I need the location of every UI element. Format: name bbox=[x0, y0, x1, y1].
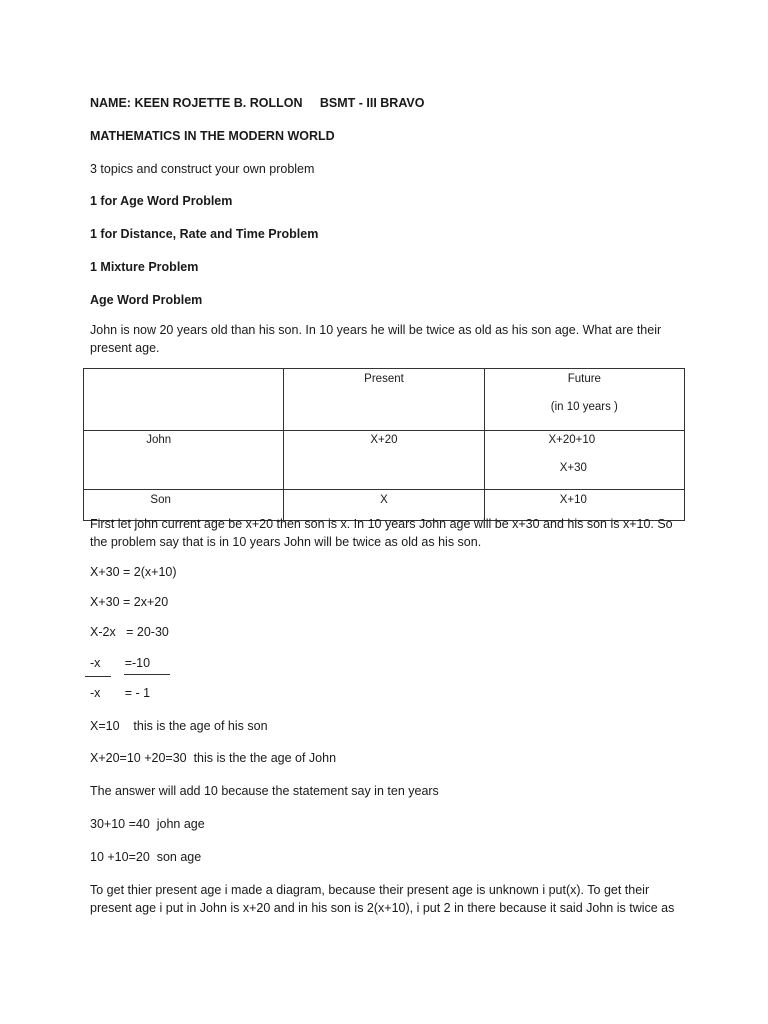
step-line: 10 +10=20 son age bbox=[90, 850, 202, 864]
age-table bbox=[83, 368, 685, 521]
step-line: -x = - 1 bbox=[90, 686, 151, 700]
table-row bbox=[84, 369, 685, 431]
subject-title: MATHEMATICS IN THE MODERN WORLD bbox=[90, 129, 335, 143]
table-header-empty bbox=[84, 369, 284, 431]
name-line: NAME: KEEN ROJETTE B. ROLLON BSMT - III BRAVO bbox=[90, 96, 425, 110]
john-future-cell: X+20+10 X+30 bbox=[484, 431, 684, 490]
division-line bbox=[85, 676, 111, 677]
table-row bbox=[84, 431, 685, 490]
step-line: 30+10 =40 john age bbox=[90, 817, 205, 831]
son-present-cell: X bbox=[284, 490, 484, 521]
closing-paragraph: To get thier present age i made a diagram, because their present age is unknown i put(x). To get their present age i put in John is x+20 and in his son is 2(x+10), i put 2 in there because it said John is twice as bbox=[90, 883, 675, 915]
table-header-future: Future (in 10 years ) bbox=[484, 369, 684, 431]
problem-statement: John is now 20 years old than his son. In 10 years he will be twice as old as his son age. What are their present age. bbox=[90, 323, 662, 355]
table-header-present: Present bbox=[284, 369, 484, 431]
topic-distance: 1 for Distance, Rate and Time Problem bbox=[90, 227, 319, 241]
problem-heading: Age Word Problem bbox=[90, 293, 203, 307]
topic-mixture: 1 Mixture Problem bbox=[90, 260, 199, 274]
instruction-text: 3 topics and construct your own problem bbox=[90, 162, 315, 176]
step-line: X+30 = 2x+20 bbox=[90, 595, 169, 609]
step-line: X+30 = 2(x+10) bbox=[90, 565, 177, 579]
step-line: The answer will add 10 because the statement say in ten years bbox=[90, 784, 439, 798]
row-label-john: John bbox=[84, 431, 284, 490]
step-line: -x =-10 bbox=[90, 656, 151, 670]
row-label-son: Son bbox=[84, 490, 284, 521]
step-line: X-2x = 20-30 bbox=[90, 625, 169, 639]
step-line: X+20=10 +20=30 this is the the age of John bbox=[90, 751, 337, 765]
topic-age: 1 for Age Word Problem bbox=[90, 194, 233, 208]
son-future-cell: X+10 bbox=[484, 490, 684, 521]
john-present-cell: X+20 bbox=[284, 431, 484, 490]
step-line: X=10 this is the age of his son bbox=[90, 719, 268, 733]
explanation-text: First let john current age be x+20 then son is x. In 10 years John age will be x+30 and his son is x+10. So the problem say that is in 10 years John will be twice as old as his son. bbox=[90, 517, 673, 549]
division-line bbox=[124, 674, 170, 675]
